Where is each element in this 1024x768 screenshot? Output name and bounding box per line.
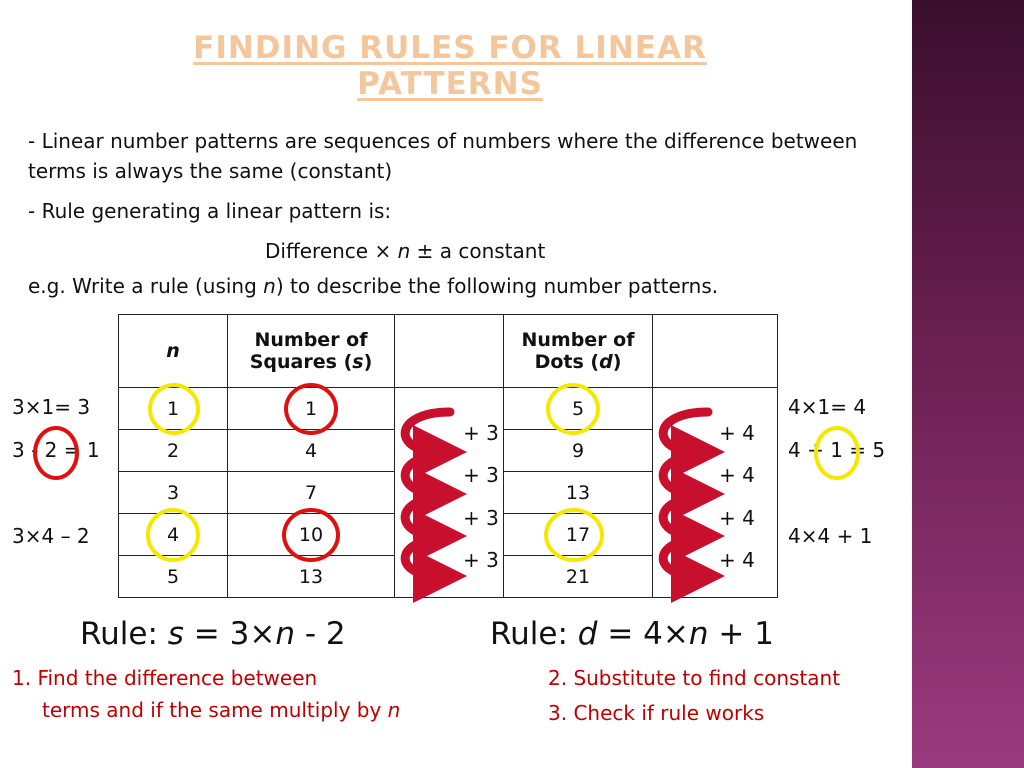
header-squares-line1: Number of xyxy=(254,329,368,351)
cell-dots: 13 xyxy=(504,472,653,514)
cell-n: 2 xyxy=(119,430,228,472)
arrow-icon xyxy=(405,454,450,494)
arrow-icon xyxy=(405,496,450,536)
rule-variable: d xyxy=(577,616,598,652)
example-variable: n xyxy=(263,274,276,298)
cell-n: 4 xyxy=(119,514,228,556)
page-title: FINDING RULES FOR LINEAR PATTERNS xyxy=(193,30,707,102)
header-squares-line2: Squares ( xyxy=(249,351,353,373)
rule-part: Rule: xyxy=(80,616,168,652)
highlight-circle-red xyxy=(282,508,340,562)
step-1-variable: n xyxy=(387,698,401,722)
step-2: 2. Substitute to find constant xyxy=(548,666,841,690)
intro-definition: - Linear number patterns are sequences of numbers where the difference between terms is always the same (constant) xyxy=(28,129,858,183)
diff-dots-label: + 4 xyxy=(719,421,755,445)
diff-dots-label: + 4 xyxy=(719,548,755,572)
rule-squares xyxy=(80,616,346,652)
cell-dots: 17 xyxy=(504,514,653,556)
cell-squares: 10 xyxy=(228,514,395,556)
rule-part: = 3× xyxy=(183,616,276,652)
cell-n: 3 xyxy=(119,472,228,514)
header-dots-line1: Number of xyxy=(521,329,635,351)
diff-dots-label: + 4 xyxy=(719,463,755,487)
arrow-icon xyxy=(405,412,450,452)
step-1 xyxy=(12,662,400,726)
cell-n: 5 xyxy=(119,556,228,598)
right-note: 4 + 1 = 5 xyxy=(788,438,886,462)
header-dots-var: d xyxy=(599,351,613,373)
highlight-circle-red xyxy=(284,383,338,435)
formula-part: ± a constant xyxy=(410,239,546,263)
left-note: 3×1= 3 xyxy=(12,395,91,419)
diff-squares-label: + 3 xyxy=(463,463,499,487)
highlight-circle-yellow xyxy=(546,383,600,435)
highlight-circle-yellow xyxy=(146,508,200,562)
diff-squares-label: + 3 xyxy=(463,421,499,445)
right-note: 4×4 + 1 xyxy=(788,524,873,548)
cell-n: 1 xyxy=(119,388,228,430)
rule-variable: n xyxy=(275,616,295,652)
step-1-line1: 1. Find the difference between xyxy=(12,666,318,690)
cell-squares: 4 xyxy=(228,430,395,472)
diff-squares-label: + 3 xyxy=(463,548,499,572)
arrow-icon xyxy=(663,538,708,576)
rule-variable: s xyxy=(167,616,184,652)
rule-dots xyxy=(490,616,774,652)
step-1-line2: terms and if the same multiply by xyxy=(42,698,388,722)
intro-rule-text: - Rule generating a linear pattern is: xyxy=(28,199,392,223)
arrow-icon xyxy=(663,496,708,536)
arrow-icon xyxy=(663,454,708,494)
cell-dots: 21 xyxy=(504,556,653,598)
diff-squares-label: + 3 xyxy=(463,506,499,530)
rule-part: = 4× xyxy=(597,616,689,652)
cell-squares: 7 xyxy=(228,472,395,514)
arrow-icon xyxy=(663,412,708,452)
rule-part: + 1 xyxy=(708,616,774,652)
diff-dots-label: + 4 xyxy=(719,506,755,530)
rule-part: Rule: xyxy=(490,616,578,652)
header-dots-line2: Dots ( xyxy=(534,351,600,373)
highlight-circle-yellow xyxy=(148,383,200,435)
header-dots-close: ) xyxy=(612,351,622,373)
formula-part: Difference × xyxy=(265,239,398,263)
cell-dots: 5 xyxy=(504,388,653,430)
example-part: ) to describe the following number patterns. xyxy=(275,274,719,298)
rule-part: - 2 xyxy=(294,616,346,652)
header-squares-var: s xyxy=(352,351,364,373)
right-note: 4×1= 4 xyxy=(788,395,867,419)
cell-dots: 9 xyxy=(504,430,653,472)
highlight-circle-yellow xyxy=(544,508,604,562)
cell-squares: 1 xyxy=(228,388,395,430)
left-note: 3 - 2 = 1 xyxy=(12,438,100,462)
highlight-circle-red xyxy=(33,426,79,480)
highlight-circle-yellow xyxy=(814,426,860,480)
formula-variable: n xyxy=(397,239,411,263)
rule-variable: n xyxy=(688,616,709,652)
header-n-label: n xyxy=(166,340,180,362)
cell-squares: 13 xyxy=(228,556,395,598)
header-squares-close: ) xyxy=(363,351,373,373)
arrow-icon xyxy=(405,538,450,576)
step-3: 3. Check if rule works xyxy=(548,701,765,725)
left-note: 3×4 – 2 xyxy=(12,524,90,548)
example-part: e.g. Write a rule (using xyxy=(28,274,264,298)
